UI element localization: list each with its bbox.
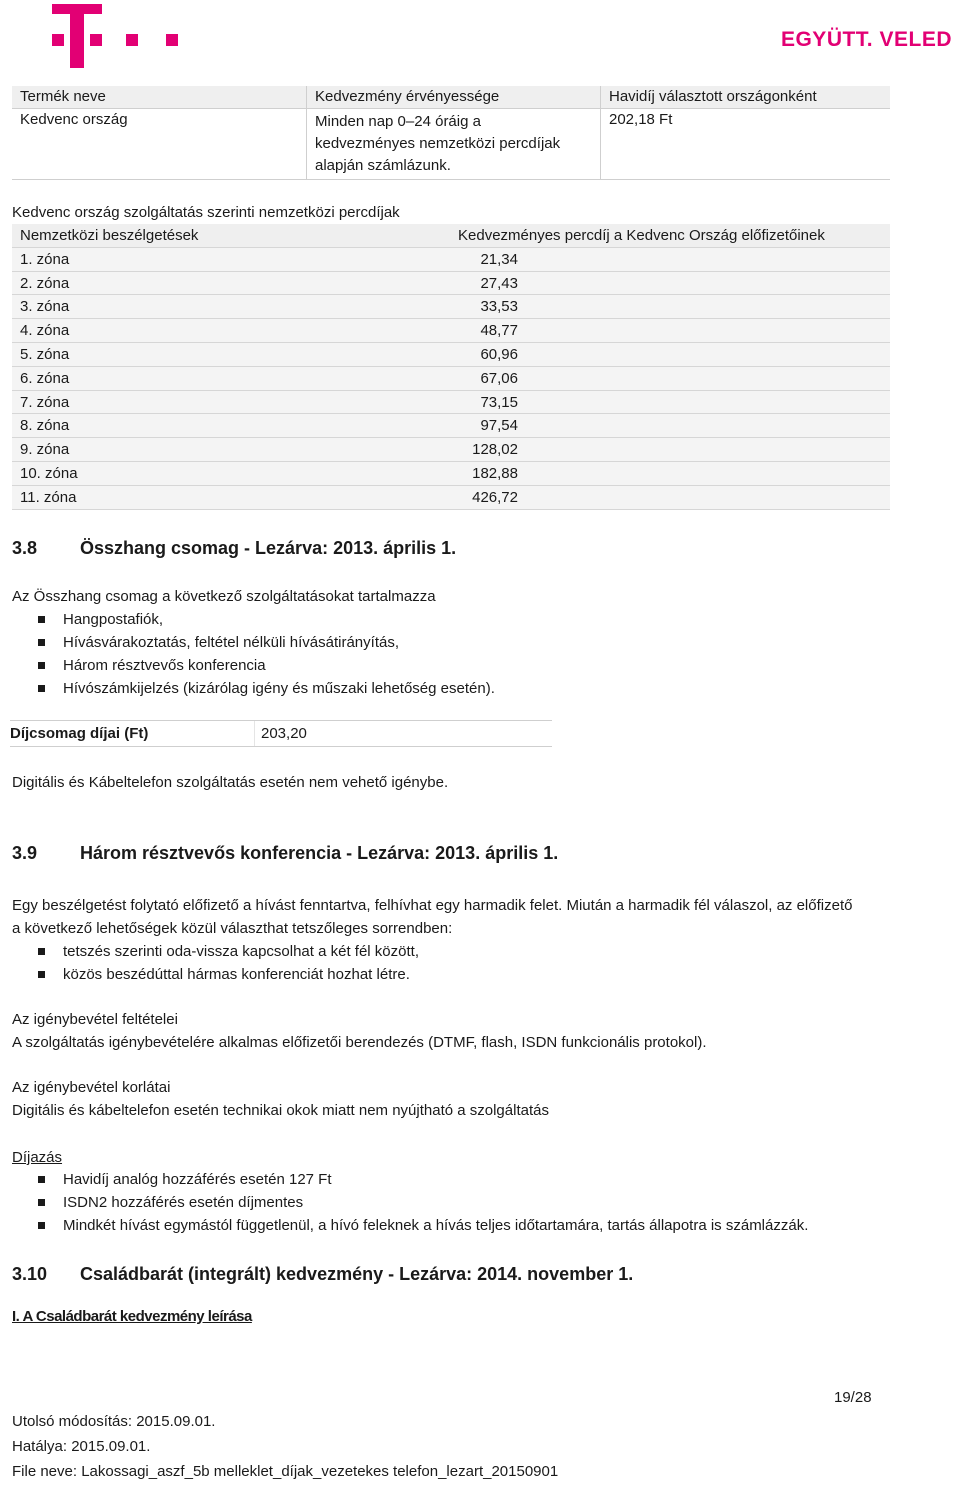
header-calls: Nemzetközi beszélgetések (20, 227, 199, 244)
zone-price: 182,88 (472, 464, 518, 482)
product-table (12, 86, 890, 180)
validity-text (306, 109, 600, 179)
zone-price: 73,15 (480, 393, 518, 411)
limits-title: Az igénybevétel korlátai (12, 1079, 171, 1096)
zone-price-cell (458, 367, 890, 390)
zone-price: 21,34 (480, 250, 518, 268)
section-3-9-heading (12, 843, 558, 864)
zone-price-cell (458, 391, 890, 414)
zone-price: 48,77 (480, 322, 518, 340)
zones-table-body (12, 248, 890, 510)
table-row (12, 367, 890, 391)
last-modified: Utolsó módosítás: 2015.09.01. (12, 1413, 216, 1430)
zone-price-cell (458, 462, 890, 485)
zone-name: 1. zóna (20, 250, 70, 268)
zone-price-cell (458, 438, 890, 461)
zone-price-cell (458, 343, 890, 366)
zone-price: 60,96 (480, 345, 518, 363)
section-number: 3.10 (12, 1264, 48, 1284)
zone-price: 27,43 (480, 274, 518, 292)
section-3-8-intro: Az Összhang csomag a következő szolgáltatásokat tartalmazza (12, 588, 436, 605)
section-3-10-heading (12, 1264, 633, 1285)
zone-price: 97,54 (480, 417, 518, 435)
list-item: közös beszédúttal hármas konferenciát hozhat létre. (10, 963, 419, 986)
table-row (12, 272, 890, 296)
header-monthly-fee: Havidíj választott országonként (600, 86, 890, 108)
zone-price-cell (458, 319, 890, 342)
list-item: Hívószámkijelzés (kizárólag igény és műszaki lehetőség esetén). (10, 677, 495, 700)
zone-name: 7. zóna (20, 393, 70, 411)
page-number: 19/28 (834, 1389, 872, 1406)
table-row (12, 486, 890, 510)
brand-slogan: EGYÜTT. VELED (780, 28, 952, 51)
section-3-9-para-line: a következő lehetőségek közül választhat tetszőleges sorrendben: (12, 920, 453, 937)
section-title: Családbarát (integrált) kedvezmény - Lezárva: 2014. november 1. (80, 1264, 634, 1284)
conditions-text: A szolgáltatás igénybevételére alkalmas előfizetői berendezés (DTMF, flash, ISDN funkcionális protokol). (12, 1034, 707, 1051)
zone-price-cell (458, 295, 890, 318)
section-3-10-subtitle: I. A Családbarát kedvezmény leírása (12, 1308, 252, 1325)
zone-name: 3. zóna (20, 298, 70, 316)
section-3-8-note: Digitális és Kábeltelefon szolgáltatás esetén nem vehető igénybe. (12, 774, 449, 791)
table-row (12, 414, 890, 438)
product-name: Kedvenc ország (20, 111, 128, 128)
zones-section-title: Kedvenc ország szolgáltatás szerinti nemzetközi percdíjak (12, 204, 400, 221)
product-table-header (12, 86, 890, 109)
list-item: tetszés szerinti oda-vissza kapcsolhat a két fél között, (10, 940, 419, 963)
zone-price: 33,53 (480, 298, 518, 316)
header-product-name: Termék neve (20, 88, 106, 105)
section-3-8-list (10, 608, 495, 700)
limits-text: Digitális és kábeltelefon esetén technikai okok miatt nem nyújtható a szolgáltatás (12, 1102, 549, 1119)
effective-date: Hatálya: 2015.09.01. (12, 1438, 151, 1455)
header-validity: Kedvezmény érvényessége (306, 86, 600, 108)
package-fee-box (10, 720, 552, 747)
table-row (12, 248, 890, 272)
section-3-9-list (10, 940, 419, 986)
section-3-9-para-line: Egy beszélgetést folytató előfizető a hívást fenntartva, felhívhat egy harmadik felet. Miután a harmadik fél válaszol, az előfizető (12, 897, 853, 914)
validity-line: kedvezményes nemzetközi percdíjak (315, 135, 561, 152)
fees-title: Díjazás (12, 1149, 63, 1166)
conditions-title: Az igénybevétel feltételei (12, 1011, 178, 1028)
section-number: 3.8 (12, 538, 38, 558)
package-fee-label: Díjcsomag díjai (Ft) (10, 725, 149, 742)
validity-line: alapján számlázunk. (315, 157, 451, 174)
zone-name: 8. zóna (20, 417, 70, 435)
zone-name: 9. zóna (20, 441, 70, 459)
zone-name: 4. zóna (20, 322, 70, 340)
header-discount-rate: Kedvezményes percdíj a Kedvenc Ország előfizetőinek (458, 227, 825, 244)
table-row (12, 391, 890, 415)
table-row (12, 319, 890, 343)
zone-price-cell (458, 414, 890, 437)
fees-list (10, 1168, 808, 1237)
section-title: Három résztvevős konferencia - Lezárva: 2013. április 1. (80, 843, 559, 863)
zones-table-header (12, 224, 890, 248)
table-row (12, 343, 890, 367)
list-item: Hangpostafiók, (10, 608, 495, 631)
list-item: Három résztvevős konferencia (10, 654, 495, 677)
list-item: ISDN2 hozzáférés esetén díjmentes (10, 1191, 808, 1214)
zone-name: 6. zóna (20, 369, 70, 387)
list-item: Havidíj analóg hozzáférés esetén 127 Ft (10, 1168, 808, 1191)
table-row (12, 295, 890, 319)
zone-name: 11. zóna (20, 488, 77, 506)
zones-table (12, 224, 890, 510)
zone-name: 10. zóna (20, 464, 78, 482)
section-3-8-heading (12, 538, 456, 559)
zone-price: 128,02 (472, 441, 518, 459)
telekom-logo-icon (52, 4, 182, 68)
section-number: 3.9 (12, 843, 38, 863)
zone-price-cell (458, 486, 890, 509)
package-fee-value: 203,20 (254, 721, 307, 746)
section-title: Összhang csomag - Lezárva: 2013. április 1. (80, 538, 457, 558)
validity-line: Minden nap 0–24 óráig a (315, 113, 481, 130)
table-row (12, 438, 890, 462)
list-item: Mindkét hívást egymástól függetlenül, a hívó feleknek a hívás teljes időtartamára, tartás állapotra is számlázzák. (10, 1214, 808, 1237)
zone-price: 426,72 (472, 488, 518, 506)
list-item: Hívásvárakoztatás, feltétel nélküli hívásátirányítás, (10, 631, 495, 654)
table-row (12, 109, 890, 180)
table-row (12, 462, 890, 486)
monthly-fee: 202,18 Ft (600, 109, 890, 179)
file-name: File neve: Lakossagi_aszf_5b melleklet_díjak_vezetekes telefon_lezart_20150901 (12, 1463, 559, 1480)
zone-price-cell (458, 272, 890, 295)
zone-name: 2. zóna (20, 274, 70, 292)
zone-price-cell (458, 248, 890, 271)
zone-price: 67,06 (480, 369, 518, 387)
zone-name: 5. zóna (20, 345, 70, 363)
